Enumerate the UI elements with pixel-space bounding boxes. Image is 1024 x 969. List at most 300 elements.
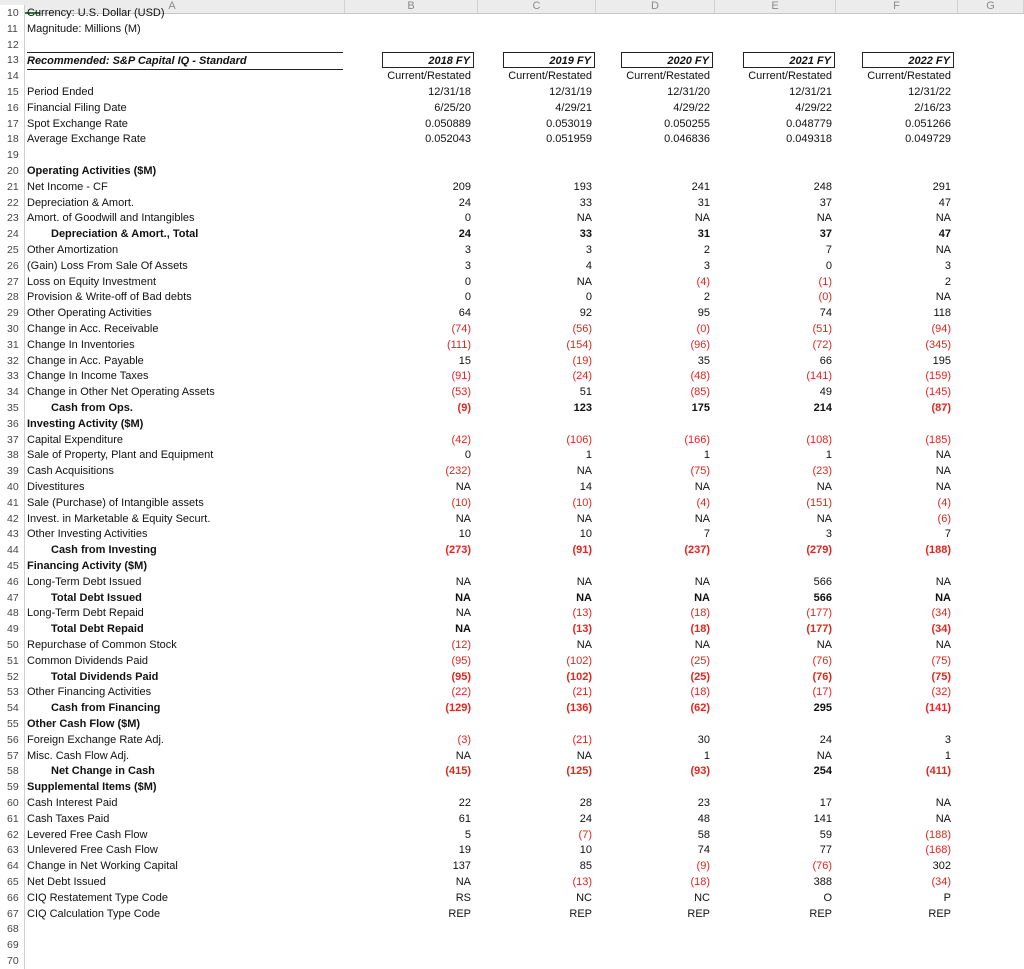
table-title-row[interactable] bbox=[0, 52, 1024, 68]
value-cell[interactable]: (6) bbox=[937, 512, 951, 525]
value-cell[interactable]: 2 bbox=[703, 291, 710, 304]
row-number[interactable]: 16 bbox=[0, 100, 25, 116]
value-cell[interactable]: 6/25/20 bbox=[434, 101, 471, 114]
value-cell[interactable]: 0 bbox=[825, 259, 832, 272]
value-cell[interactable]: 12/31/19 bbox=[549, 86, 592, 98]
value-cell[interactable]: Current/Restated bbox=[387, 70, 471, 83]
value-cell[interactable]: 49 bbox=[819, 386, 832, 399]
value-cell[interactable]: NA bbox=[576, 275, 592, 288]
value-cell[interactable] bbox=[621, 416, 713, 432]
row-number[interactable]: 66 bbox=[0, 890, 25, 906]
value-cell[interactable]: (102) bbox=[566, 670, 592, 683]
data-row[interactable] bbox=[0, 511, 1024, 527]
value-cell[interactable]: 31 bbox=[697, 228, 710, 241]
value-cell[interactable]: 12/31/18 bbox=[428, 86, 471, 98]
value-cell[interactable]: 24 bbox=[458, 228, 471, 241]
value-cell[interactable]: 58 bbox=[697, 828, 710, 841]
row-number[interactable]: 69 bbox=[0, 937, 25, 953]
data-row[interactable] bbox=[0, 195, 1024, 211]
value-cell[interactable] bbox=[743, 558, 835, 574]
row-label[interactable]: Change in Acc. Payable bbox=[27, 354, 144, 367]
data-row[interactable] bbox=[0, 447, 1024, 463]
data-row[interactable] bbox=[0, 574, 1024, 590]
value-cell[interactable] bbox=[382, 937, 474, 953]
value-cell[interactable] bbox=[621, 147, 713, 163]
value-cell[interactable] bbox=[743, 953, 835, 969]
row-number[interactable]: 68 bbox=[0, 921, 25, 937]
data-row[interactable] bbox=[0, 179, 1024, 195]
value-cell[interactable] bbox=[862, 558, 954, 574]
row-number[interactable]: 64 bbox=[0, 858, 25, 874]
data-row[interactable] bbox=[0, 384, 1024, 400]
value-cell[interactable]: Current/Restated bbox=[748, 70, 832, 83]
header-row[interactable] bbox=[0, 68, 1024, 84]
row-number[interactable]: 38 bbox=[0, 447, 25, 463]
row-number[interactable]: 23 bbox=[0, 210, 25, 226]
row-label[interactable]: Provision & Write-off of Bad debts bbox=[27, 291, 192, 304]
value-cell[interactable] bbox=[743, 779, 835, 795]
row-label[interactable]: Magnitude: Millions (M) bbox=[27, 22, 141, 35]
data-row[interactable] bbox=[0, 226, 1024, 242]
value-cell[interactable]: 28 bbox=[579, 797, 592, 809]
row-label[interactable]: Spot Exchange Rate bbox=[27, 117, 128, 130]
data-row[interactable] bbox=[0, 495, 1024, 511]
row-number[interactable]: 62 bbox=[0, 827, 25, 843]
row-label[interactable]: Operating Activities ($M) bbox=[27, 165, 157, 177]
value-cell[interactable]: 31 bbox=[697, 196, 710, 209]
row-number[interactable]: 48 bbox=[0, 605, 25, 621]
value-cell[interactable]: 23 bbox=[697, 797, 710, 809]
row-number[interactable]: 49 bbox=[0, 621, 25, 637]
value-cell[interactable] bbox=[743, 416, 835, 432]
value-cell[interactable]: NA bbox=[455, 591, 471, 604]
value-cell[interactable]: 33 bbox=[579, 196, 592, 209]
row-number[interactable]: 19 bbox=[0, 147, 25, 163]
value-cell[interactable]: RS bbox=[455, 891, 471, 904]
value-cell[interactable]: 74 bbox=[819, 307, 832, 320]
value-cell[interactable] bbox=[621, 716, 713, 732]
value-cell[interactable]: (10) bbox=[572, 496, 592, 509]
row-number[interactable]: 35 bbox=[0, 400, 25, 416]
row-number[interactable]: 41 bbox=[0, 495, 25, 511]
data-row[interactable] bbox=[0, 163, 1024, 179]
value-cell[interactable]: 24 bbox=[819, 733, 832, 746]
value-cell[interactable]: (96) bbox=[690, 338, 710, 351]
value-cell[interactable]: (411) bbox=[925, 765, 951, 778]
value-cell[interactable]: 0 bbox=[464, 275, 471, 288]
value-cell[interactable]: (74) bbox=[451, 323, 471, 335]
value-cell[interactable]: (13) bbox=[572, 623, 592, 636]
value-cell[interactable]: (151) bbox=[806, 496, 832, 509]
data-row[interactable] bbox=[0, 463, 1024, 479]
row-number[interactable]: 54 bbox=[0, 700, 25, 716]
value-cell[interactable]: (108) bbox=[806, 433, 832, 446]
value-cell[interactable]: (75) bbox=[931, 670, 951, 683]
value-cell[interactable]: 241 bbox=[691, 180, 710, 193]
value-cell[interactable]: 7 bbox=[825, 244, 832, 256]
row-number[interactable]: 56 bbox=[0, 732, 25, 748]
value-cell[interactable] bbox=[503, 953, 595, 969]
row-label[interactable]: Currency: U.S. Dollar (USD) bbox=[27, 7, 165, 19]
value-cell[interactable]: (3) bbox=[457, 733, 471, 746]
value-cell[interactable]: 302 bbox=[932, 860, 951, 873]
value-cell[interactable]: 3 bbox=[944, 259, 951, 272]
row-number[interactable]: 26 bbox=[0, 258, 25, 274]
header-row[interactable] bbox=[0, 84, 1024, 100]
value-cell[interactable] bbox=[862, 163, 954, 179]
column-header-g[interactable]: G bbox=[958, 0, 1024, 13]
value-cell[interactable]: 74 bbox=[697, 844, 710, 857]
value-cell[interactable]: NA bbox=[576, 575, 592, 588]
value-cell[interactable]: (10) bbox=[451, 496, 471, 509]
value-cell[interactable] bbox=[382, 163, 474, 179]
value-cell[interactable] bbox=[503, 416, 595, 432]
value-cell[interactable]: NA bbox=[935, 591, 951, 604]
value-cell[interactable]: (13) bbox=[572, 876, 592, 888]
value-cell[interactable]: (18) bbox=[690, 876, 710, 888]
value-cell[interactable]: (75) bbox=[690, 465, 710, 478]
data-row[interactable] bbox=[0, 526, 1024, 542]
value-cell[interactable] bbox=[503, 716, 595, 732]
header-row[interactable] bbox=[0, 147, 1024, 163]
row-number[interactable]: 17 bbox=[0, 116, 25, 132]
value-cell[interactable]: NC bbox=[576, 891, 592, 904]
value-cell[interactable]: REP bbox=[569, 907, 592, 920]
data-row[interactable] bbox=[0, 921, 1024, 937]
value-cell[interactable]: (7) bbox=[578, 828, 592, 841]
value-cell[interactable]: 0 bbox=[585, 291, 592, 304]
value-cell[interactable]: 2/16/23 bbox=[914, 101, 951, 114]
row-label[interactable]: Financing Activity ($M) bbox=[27, 560, 147, 572]
value-cell[interactable]: (345) bbox=[925, 338, 951, 351]
row-label[interactable]: Change in Other Net Operating Assets bbox=[27, 386, 215, 399]
value-cell[interactable]: 0.050255 bbox=[664, 117, 710, 130]
value-cell[interactable]: NA bbox=[935, 812, 951, 825]
value-cell[interactable]: 0.049318 bbox=[786, 133, 832, 146]
value-cell[interactable] bbox=[503, 163, 595, 179]
row-number[interactable]: 55 bbox=[0, 716, 25, 732]
row-number[interactable]: 28 bbox=[0, 289, 25, 305]
value-cell[interactable]: (25) bbox=[690, 670, 710, 683]
row-label[interactable]: Period Ended bbox=[27, 86, 94, 98]
row-label[interactable]: Average Exchange Rate bbox=[27, 133, 147, 146]
value-cell[interactable]: (24) bbox=[572, 370, 592, 383]
value-cell[interactable]: (21) bbox=[572, 686, 592, 699]
row-label[interactable]: Cash from Investing bbox=[51, 544, 157, 557]
value-cell[interactable]: 35 bbox=[697, 354, 710, 367]
row-number[interactable]: 10 bbox=[0, 5, 25, 21]
row-label[interactable]: Capital Expenditure bbox=[27, 433, 124, 446]
data-row[interactable] bbox=[0, 669, 1024, 685]
value-cell[interactable]: (0) bbox=[696, 323, 710, 335]
data-row[interactable] bbox=[0, 953, 1024, 969]
row-label[interactable]: Sale (Purchase) of Intangible assets bbox=[27, 496, 204, 509]
row-label[interactable]: Total Debt Issued bbox=[51, 591, 142, 604]
value-cell[interactable]: NA bbox=[935, 465, 951, 478]
value-cell[interactable]: Current/Restated bbox=[867, 70, 951, 83]
value-cell[interactable]: NA bbox=[455, 623, 471, 636]
value-cell[interactable]: 10 bbox=[579, 528, 592, 541]
value-cell[interactable]: (76) bbox=[812, 654, 832, 667]
row-number[interactable]: 58 bbox=[0, 763, 25, 779]
value-cell[interactable]: 1 bbox=[585, 449, 592, 462]
value-cell[interactable] bbox=[382, 147, 474, 163]
value-cell[interactable]: (141) bbox=[925, 702, 951, 715]
row-label[interactable]: Cash from Ops. bbox=[51, 402, 133, 414]
row-label[interactable]: Common Dividends Paid bbox=[27, 654, 149, 667]
row-label[interactable]: Long-Term Debt Issued bbox=[27, 575, 142, 588]
value-cell[interactable]: 3 bbox=[585, 244, 592, 256]
value-cell[interactable]: 33 bbox=[579, 228, 592, 241]
data-row[interactable] bbox=[0, 321, 1024, 337]
row-number[interactable]: 11 bbox=[0, 21, 25, 37]
row-label[interactable]: Foreign Exchange Rate Adj. bbox=[27, 733, 164, 746]
value-cell[interactable] bbox=[621, 779, 713, 795]
value-cell[interactable]: NA bbox=[935, 575, 951, 588]
value-cell[interactable]: (129) bbox=[445, 702, 471, 715]
meta-row[interactable] bbox=[0, 37, 1024, 53]
value-cell[interactable] bbox=[862, 147, 954, 163]
value-cell[interactable]: 0.049729 bbox=[905, 133, 951, 146]
value-cell[interactable]: NA bbox=[455, 481, 471, 493]
value-cell[interactable] bbox=[382, 558, 474, 574]
value-cell[interactable]: REP bbox=[448, 907, 471, 920]
value-cell[interactable]: (19) bbox=[572, 354, 592, 367]
row-label[interactable]: Cash Taxes Paid bbox=[27, 812, 110, 825]
value-cell[interactable]: NA bbox=[694, 481, 710, 493]
value-cell[interactable]: NA bbox=[935, 244, 951, 256]
row-number[interactable]: 25 bbox=[0, 242, 25, 258]
value-cell[interactable]: 3 bbox=[944, 733, 951, 746]
value-cell[interactable] bbox=[862, 953, 954, 969]
row-number[interactable]: 57 bbox=[0, 748, 25, 764]
value-cell[interactable]: (94) bbox=[931, 323, 951, 335]
value-cell[interactable]: (34) bbox=[931, 607, 951, 620]
value-cell[interactable]: (177) bbox=[806, 607, 832, 620]
value-cell[interactable]: (159) bbox=[925, 370, 951, 383]
row-label[interactable]: Divestitures bbox=[27, 481, 85, 493]
value-cell[interactable] bbox=[382, 779, 474, 795]
row-label[interactable]: Levered Free Cash Flow bbox=[27, 828, 148, 841]
value-cell[interactable]: REP bbox=[809, 907, 832, 920]
value-cell[interactable]: 2021 FY bbox=[743, 52, 835, 68]
value-cell[interactable]: NA bbox=[455, 575, 471, 588]
value-cell[interactable]: 0.053019 bbox=[546, 117, 592, 130]
value-cell[interactable]: NA bbox=[816, 639, 832, 651]
value-cell[interactable]: NA bbox=[455, 749, 471, 762]
row-label[interactable]: Change In Income Taxes bbox=[27, 370, 149, 383]
value-cell[interactable] bbox=[862, 937, 954, 953]
row-label[interactable]: Cash from Financing bbox=[51, 702, 161, 715]
value-cell[interactable]: 3 bbox=[825, 528, 832, 541]
row-label[interactable]: Other Amortization bbox=[27, 244, 119, 256]
value-cell[interactable]: 7 bbox=[944, 528, 951, 541]
value-cell[interactable]: 209 bbox=[452, 180, 471, 193]
value-cell[interactable]: (4) bbox=[937, 496, 951, 509]
value-cell[interactable]: 388 bbox=[813, 876, 832, 888]
value-cell[interactable]: 7 bbox=[703, 528, 710, 541]
data-row[interactable] bbox=[0, 432, 1024, 448]
data-row[interactable] bbox=[0, 210, 1024, 226]
value-cell[interactable]: 95 bbox=[697, 307, 710, 320]
data-row[interactable] bbox=[0, 637, 1024, 653]
value-cell[interactable]: (48) bbox=[690, 370, 710, 383]
data-row[interactable] bbox=[0, 700, 1024, 716]
value-cell[interactable]: NA bbox=[935, 639, 951, 651]
row-number[interactable]: 65 bbox=[0, 874, 25, 890]
meta-row[interactable] bbox=[0, 5, 1024, 21]
value-cell[interactable] bbox=[382, 716, 474, 732]
data-row[interactable] bbox=[0, 748, 1024, 764]
value-cell[interactable]: NA bbox=[694, 212, 710, 225]
data-row[interactable] bbox=[0, 653, 1024, 669]
row-number[interactable]: 12 bbox=[0, 37, 25, 53]
value-cell[interactable]: 141 bbox=[813, 812, 832, 825]
value-cell[interactable]: 59 bbox=[819, 828, 832, 841]
value-cell[interactable]: 17 bbox=[819, 797, 832, 809]
row-number[interactable]: 24 bbox=[0, 226, 25, 242]
data-row[interactable] bbox=[0, 858, 1024, 874]
value-cell[interactable]: 4/29/22 bbox=[673, 101, 710, 114]
row-number[interactable]: 40 bbox=[0, 479, 25, 495]
row-label[interactable]: Invest. in Marketable & Equity Securt. bbox=[27, 512, 211, 525]
row-label[interactable]: Loss on Equity Investment bbox=[27, 275, 157, 288]
value-cell[interactable]: 2022 FY bbox=[862, 52, 954, 68]
value-cell[interactable]: (34) bbox=[931, 876, 951, 888]
data-row[interactable] bbox=[0, 353, 1024, 369]
value-cell[interactable]: (1) bbox=[818, 275, 832, 288]
data-row[interactable] bbox=[0, 716, 1024, 732]
value-cell[interactable]: (0) bbox=[818, 291, 832, 304]
row-number[interactable]: 36 bbox=[0, 416, 25, 432]
value-cell[interactable]: (145) bbox=[925, 386, 951, 399]
value-cell[interactable]: NA bbox=[816, 512, 832, 525]
value-cell[interactable]: NA bbox=[455, 512, 471, 525]
value-cell[interactable]: 566 bbox=[813, 575, 832, 588]
row-number[interactable]: 47 bbox=[0, 590, 25, 606]
data-row[interactable] bbox=[0, 811, 1024, 827]
value-cell[interactable] bbox=[382, 953, 474, 969]
value-cell[interactable] bbox=[743, 716, 835, 732]
data-row[interactable] bbox=[0, 795, 1024, 811]
value-cell[interactable]: 64 bbox=[458, 307, 471, 320]
value-cell[interactable]: O bbox=[823, 891, 832, 904]
row-label[interactable]: Change In Inventories bbox=[27, 338, 135, 351]
value-cell[interactable]: (13) bbox=[572, 607, 592, 620]
value-cell[interactable]: 85 bbox=[579, 860, 592, 873]
value-cell[interactable]: 10 bbox=[579, 844, 592, 857]
value-cell[interactable]: 12/31/21 bbox=[789, 86, 832, 98]
value-cell[interactable] bbox=[743, 163, 835, 179]
value-cell[interactable]: NA bbox=[576, 749, 592, 762]
value-cell[interactable] bbox=[503, 147, 595, 163]
row-number[interactable]: 63 bbox=[0, 842, 25, 858]
value-cell[interactable]: 77 bbox=[819, 844, 832, 857]
value-cell[interactable]: 1 bbox=[703, 749, 710, 762]
value-cell[interactable]: Current/Restated bbox=[508, 70, 592, 83]
value-cell[interactable]: (188) bbox=[925, 828, 951, 841]
column-header-e[interactable]: E bbox=[715, 0, 836, 13]
row-label[interactable]: (Gain) Loss From Sale Of Assets bbox=[27, 259, 188, 272]
data-row[interactable] bbox=[0, 558, 1024, 574]
row-number[interactable]: 61 bbox=[0, 811, 25, 827]
data-row[interactable] bbox=[0, 779, 1024, 795]
row-label[interactable]: Sale of Property, Plant and Equipment bbox=[27, 449, 214, 462]
row-label[interactable]: Recommended: S&P Capital IQ - Standard bbox=[27, 52, 343, 70]
value-cell[interactable]: (85) bbox=[690, 386, 710, 399]
header-row[interactable] bbox=[0, 116, 1024, 132]
header-row[interactable] bbox=[0, 131, 1024, 147]
value-cell[interactable]: 1 bbox=[703, 449, 710, 462]
data-row[interactable] bbox=[0, 763, 1024, 779]
value-cell[interactable] bbox=[382, 416, 474, 432]
data-row[interactable] bbox=[0, 684, 1024, 700]
row-number[interactable]: 31 bbox=[0, 337, 25, 353]
value-cell[interactable]: 24 bbox=[579, 812, 592, 825]
data-row[interactable] bbox=[0, 305, 1024, 321]
row-number[interactable]: 20 bbox=[0, 163, 25, 179]
value-cell[interactable]: 118 bbox=[933, 307, 951, 320]
value-cell[interactable]: (17) bbox=[812, 686, 832, 699]
row-number[interactable]: 33 bbox=[0, 368, 25, 384]
row-label[interactable]: Misc. Cash Flow Adj. bbox=[27, 749, 130, 762]
value-cell[interactable]: (75) bbox=[931, 654, 951, 667]
data-row[interactable] bbox=[0, 274, 1024, 290]
value-cell[interactable]: 0.051959 bbox=[546, 133, 592, 146]
value-cell[interactable]: NA bbox=[816, 481, 832, 493]
value-cell[interactable]: NA bbox=[935, 797, 951, 809]
value-cell[interactable]: (188) bbox=[925, 544, 951, 557]
value-cell[interactable] bbox=[621, 163, 713, 179]
data-row[interactable] bbox=[0, 827, 1024, 843]
value-cell[interactable]: (18) bbox=[690, 607, 710, 620]
row-number[interactable]: 18 bbox=[0, 131, 25, 147]
value-cell[interactable] bbox=[862, 716, 954, 732]
row-number[interactable]: 67 bbox=[0, 906, 25, 922]
value-cell[interactable]: 0.051266 bbox=[905, 117, 951, 130]
row-number[interactable]: 34 bbox=[0, 384, 25, 400]
value-cell[interactable]: 37 bbox=[819, 196, 832, 209]
value-cell[interactable]: 295 bbox=[813, 702, 832, 715]
row-number[interactable]: 70 bbox=[0, 953, 25, 969]
value-cell[interactable]: 3 bbox=[703, 259, 710, 272]
value-cell[interactable]: 175 bbox=[691, 402, 710, 414]
value-cell[interactable]: 30 bbox=[697, 733, 710, 746]
row-number[interactable]: 60 bbox=[0, 795, 25, 811]
data-row[interactable] bbox=[0, 368, 1024, 384]
value-cell[interactable]: (168) bbox=[925, 844, 951, 857]
row-label[interactable]: Amort. of Goodwill and Intangibles bbox=[27, 212, 195, 225]
row-label[interactable]: Investing Activity ($M) bbox=[27, 417, 144, 430]
value-cell[interactable]: NA bbox=[576, 212, 592, 225]
value-cell[interactable] bbox=[382, 921, 474, 937]
value-cell[interactable]: (111) bbox=[446, 338, 471, 351]
value-cell[interactable] bbox=[862, 416, 954, 432]
value-cell[interactable] bbox=[503, 921, 595, 937]
value-cell[interactable]: (87) bbox=[931, 402, 951, 414]
value-cell[interactable]: 1 bbox=[944, 749, 951, 762]
value-cell[interactable]: 37 bbox=[819, 228, 832, 241]
value-cell[interactable]: NA bbox=[816, 749, 832, 762]
value-cell[interactable]: 0 bbox=[464, 449, 471, 462]
row-number[interactable]: 37 bbox=[0, 432, 25, 448]
row-number[interactable]: 13 bbox=[0, 52, 25, 68]
row-number[interactable]: 43 bbox=[0, 526, 25, 542]
value-cell[interactable]: 3 bbox=[464, 244, 471, 256]
value-cell[interactable]: NA bbox=[576, 465, 592, 478]
value-cell[interactable]: 2020 FY bbox=[621, 52, 713, 68]
row-label[interactable]: Net Income - CF bbox=[27, 180, 108, 193]
